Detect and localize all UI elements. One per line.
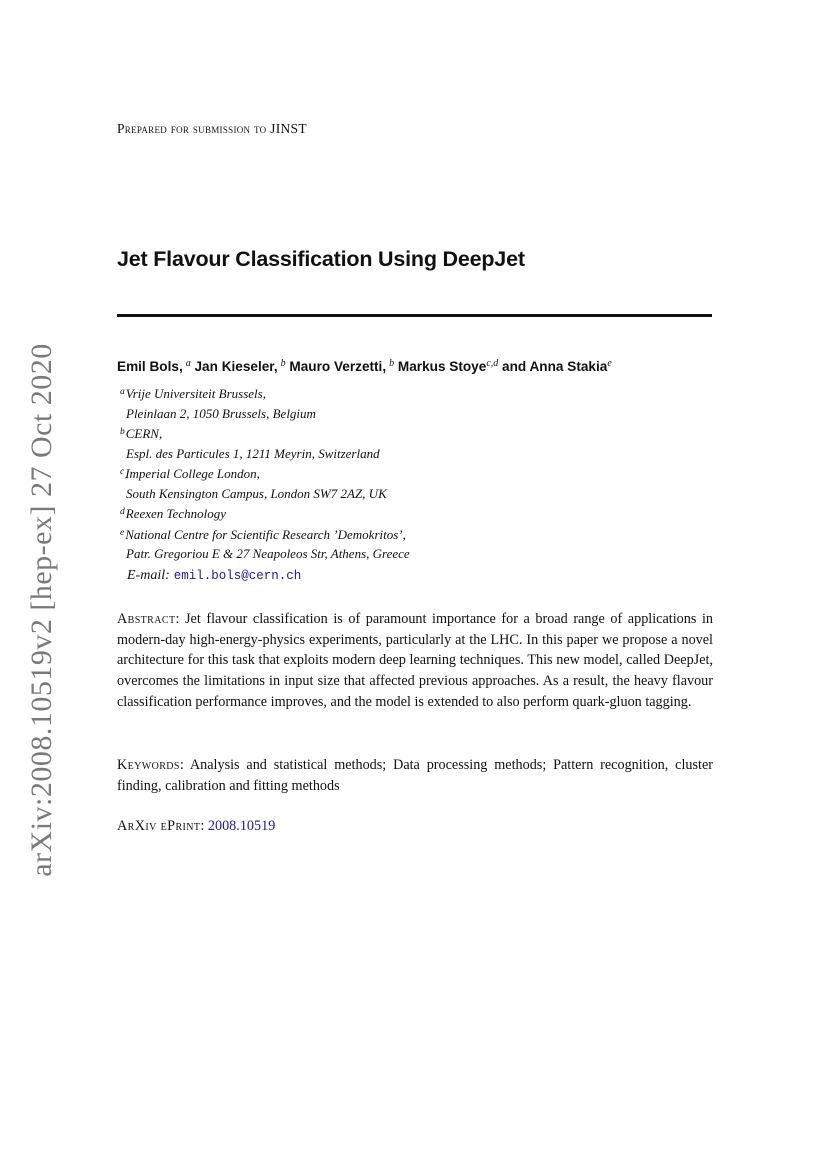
affiliation-address: Patr. Gregoriou E & 27 Neapoleos Str, Athens, Greece (126, 546, 410, 561)
eprint-link[interactable]: 2008.10519 (207, 818, 276, 834)
author-affiliation-mark: b (389, 358, 395, 369)
submission-note: Prepared for submission to JINST (117, 121, 307, 136)
affiliation-address: Espl. des Particules 1, 1211 Meyrin, Switzerland (126, 445, 380, 461)
affiliation-mark: c (120, 467, 125, 477)
author-name: Jan Kieseler, (194, 359, 278, 374)
affiliation-entry (120, 503, 410, 524)
eprint-label: ArXiv ePrint (117, 818, 201, 834)
author-name: Mauro Verzetti, (289, 359, 387, 374)
affiliation-mark: d (120, 507, 125, 517)
email-label: E-mail: (127, 568, 170, 583)
affiliation-institution: CERN, (125, 426, 163, 441)
affiliation-entry (120, 423, 410, 444)
keywords-label: Keywords (117, 757, 180, 773)
author-affiliation-mark: b (280, 358, 286, 369)
affiliation-entry (120, 383, 410, 404)
author-list (117, 358, 612, 374)
title-rule (117, 314, 712, 317)
author-name: Markus Stoye (397, 359, 487, 374)
affiliation-address: Pleinlaan 2, 1050 Brussels, Belgium (126, 405, 316, 421)
author-affiliation-mark: a (185, 358, 191, 369)
arxiv-eprint: ArXiv ePrint: 2008.10519 (117, 818, 276, 834)
arxiv-side-stamp (20, 343, 64, 877)
arxiv-identifier: arXiv:2008.10519v2 [hep-ex] 27 Oct 2020 (25, 343, 58, 877)
email-link[interactable]: emil.bols@cern.ch (173, 569, 302, 583)
author-affiliation-mark: e (607, 358, 612, 369)
abstract-label: Abstract (117, 611, 176, 627)
author-name: and Anna Stakia (502, 359, 608, 374)
affiliation-list (120, 383, 410, 564)
contact-email (127, 568, 301, 584)
affiliation-entry (120, 463, 410, 484)
affiliation-mark: b (120, 427, 125, 437)
affiliation-mark: a (120, 387, 125, 397)
author-affiliation-mark: c,d (486, 358, 499, 369)
affiliation-mark: e (120, 527, 125, 538)
affiliation-institution: National Centre for Scientific Research ’Demokritos’, (125, 526, 406, 542)
abstract: Abstract: Jet flavour classification is of paramount importance for a broad range of applications in modern-day high-energy-physics experiments, particularly at the LHC. In this paper we propose a novel architecture for this task that exploits modern deep learning techniques. This new model, called DeepJet, overcomes the limitations in input size that affected previous approaches. As a result, the heavy flavour classification performance improves, and the model is extended to also perform quark-gluon tagging. (117, 611, 713, 710)
affiliation-institution: Vrije Universiteit Brussels, (125, 386, 266, 401)
abstract-text: Jet flavour classification is of paramount importance for a broad range of applications in modern-day high-energy-physics experiments, particularly at the LHC. In this paper we propose a novel architecture for this task that exploits modern deep learning techniques. This new model, called DeepJet, overcomes the limitations in input size that affected previous approaches. As a result, the heavy flavour classification performance improves, and the model is extended to also perform quark-gluon tagging. (117, 611, 713, 710)
paper-title: Jet Flavour Classification Using DeepJet (117, 247, 525, 271)
affiliation-entry (120, 524, 410, 545)
affiliation-address: South Kensington Campus, London SW7 2AZ, UK (126, 485, 387, 501)
author-name: Emil Bols, (117, 359, 183, 374)
keywords: Keywords: Analysis and statistical methods; Data processing methods; Pattern recognition, cluster finding, calibration and fitting methods (117, 757, 713, 794)
keywords-text: Analysis and statistical methods; Data processing methods; Pattern recognition, cluster finding, calibration and fitting methods (117, 757, 713, 794)
affiliation-institution: Reexen Technology (125, 506, 226, 521)
affiliation-institution: Imperial College London, (125, 466, 260, 481)
